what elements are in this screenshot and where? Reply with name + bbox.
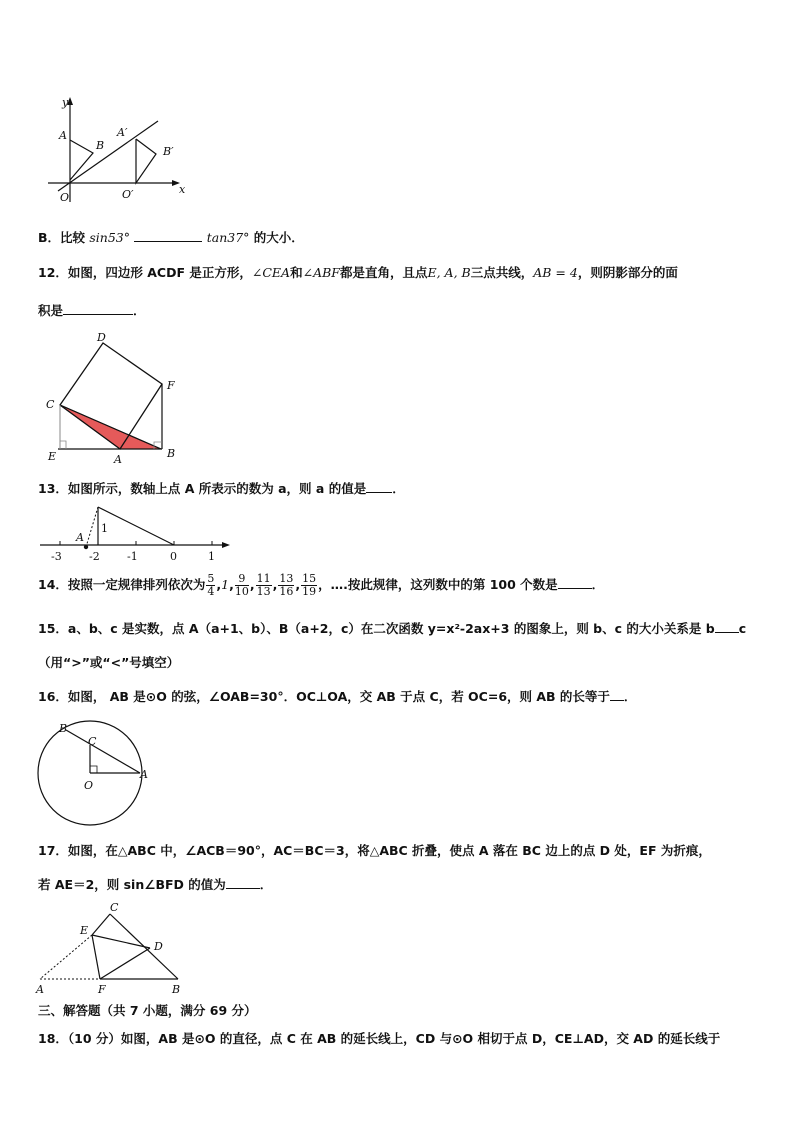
q12-text-e: ，则阴影部分的面 [577, 265, 678, 280]
question-b-suffix: 的大小． [253, 230, 304, 245]
q12-points: E, A, B [427, 265, 471, 280]
q12-angle-cea: ∠CEA [251, 265, 291, 280]
question-14: 14．按照一定规律排列依次为 $\frac{5}{4}$ ,1, $\frac{9}{10}$ , $\frac{11}{13}$ , $\frac{13}{16}$ , $\frac{15}{19}$ ，….按此规律，这列数中的第 100 个数是 ． [38, 572, 605, 598]
q13-text: 13．如图所示，数轴上点 A 所表示的数为 a，则 a 的值是 [38, 481, 367, 496]
section-heading [38, 1003, 257, 1019]
label-O-prime: O′ [122, 188, 134, 201]
q16-text: 16．如图， AB 是⊙O 的弦，∠OAB=30°．OC⊥OA，交 AB 于点 C，若 OC=6，则 AB 的长等于 [38, 689, 610, 704]
q12-text-d: 三点共线， [470, 265, 534, 280]
q15-c: c [738, 621, 747, 636]
label-B: B [59, 722, 68, 735]
fraction: $\frac{15}{19}$ [302, 572, 317, 598]
label-O: O [84, 779, 94, 792]
label-F: F [98, 983, 106, 996]
sin-expr: sin53° [89, 230, 131, 245]
q16-end: ． [623, 689, 637, 704]
label-A: A [140, 768, 148, 781]
fraction: $\frac{13}{16}$ [279, 572, 294, 598]
q12-angle-abf: ∠ABF [302, 265, 340, 280]
label-E: E [48, 450, 57, 463]
q14-suffix: ，….按此规律，这列数中的第 100 个数是 [318, 577, 558, 592]
q14-end: ． [591, 577, 605, 592]
q12-text-c: 都是直角，且点 [339, 265, 428, 280]
label-B: B [167, 447, 176, 460]
q15-text: 15．a、b、c 是实数，点 A（a+1、b）、B（a+2，c）在二次函数 y=x²-2ax+3 的图象上，则 b、c 的大小关系是 b [38, 621, 715, 636]
label-A: A [36, 983, 44, 996]
tick-0: 0 [170, 550, 177, 563]
label-one: 1 [101, 522, 108, 535]
fraction: $\frac{5}{4}$ [207, 572, 215, 598]
fraction: $\frac{11}{13}$ [256, 572, 271, 598]
label-F: F [167, 379, 175, 392]
q17-text: 17．如图，在△ABC 中，∠ACB＝90°，AC＝BC＝3，将△ABC 折叠，使点 A 落在 BC 边上的点 D 处，EF 为折痕， [38, 843, 711, 858]
q18-text: 18．（10 分）如图，AB 是⊙O 的直径，点 C 在 AB 的延长线上，CD 与⊙O 相切于点 D，CE⊥AD，交 AD 的延长线于 [38, 1031, 721, 1046]
fraction: $\frac{9}{10}$ [234, 572, 249, 598]
question-18 [38, 1031, 720, 1047]
label-x: x [179, 183, 186, 196]
label-A: A [59, 129, 67, 142]
label-B: B [96, 139, 105, 152]
tick-neg1: -1 [127, 550, 138, 563]
tick-neg2: -2 [89, 550, 100, 563]
label-D: D [154, 940, 163, 953]
q13-end: ． [392, 481, 405, 496]
q17-text-b: 若 AE＝2，则 sin∠BFD 的值为 [38, 877, 226, 892]
q17-end: ． [259, 877, 273, 892]
label-E: E [80, 924, 89, 937]
label-C: C [46, 398, 55, 411]
q14-prefix: 14．按照一定规律排列依次为 [38, 577, 206, 592]
label-A: A [114, 453, 122, 466]
term-one: 1 [221, 577, 230, 592]
label-B: B [172, 983, 181, 996]
section-3-title: 三、解答题（共 7 小题，满分 69 分） [38, 1003, 257, 1018]
label-C: C [88, 735, 97, 748]
question-b-prefix: B．比较 [38, 230, 86, 245]
q12-text-a: 12．如图，四边形 ACDF 是正方形， [38, 265, 252, 280]
label-A-prime: A′ [117, 126, 128, 139]
tick-neg3: -3 [51, 550, 62, 563]
q12-text-f: 积是 [38, 303, 64, 318]
tan-expr: tan37° [206, 230, 250, 245]
q12-condition: AB = 4 [533, 265, 578, 280]
folded-AE [40, 935, 92, 979]
q15-hint: （用“>”或“<”号填空） [38, 655, 180, 670]
label-y: y [62, 96, 69, 109]
label-O: O [60, 191, 70, 204]
label-D: D [97, 331, 106, 344]
label-A: A [76, 531, 84, 544]
q12-text-b: 和 [290, 265, 303, 280]
q12-text-g: ． [133, 303, 146, 318]
label-B-prime: B′ [163, 145, 174, 158]
label-C: C [110, 901, 119, 914]
tick-1: 1 [208, 550, 215, 563]
